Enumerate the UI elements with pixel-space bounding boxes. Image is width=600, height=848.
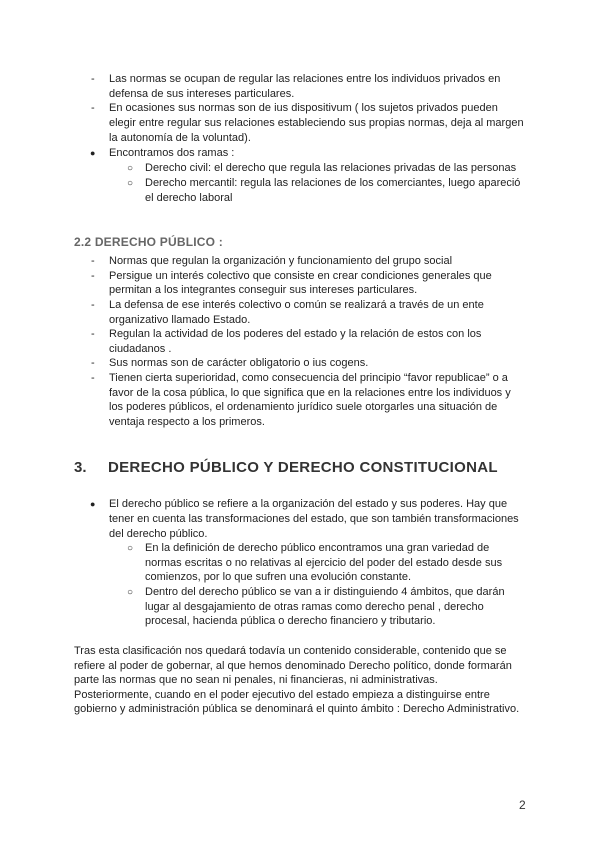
paragraph-line: parte las normas que no sean ni penales, ni financieras, ni administrativas. xyxy=(74,674,438,686)
sub-list-item-line: procesal, hacienda pública o derecho financiero y tributario. xyxy=(145,615,436,627)
list-item-line: Regulan la actividad de los poderes del estado y la relación de estos con los xyxy=(109,328,482,340)
sub-list-item-line: Dentro del derecho público se van a ir distinguiendo 4 ámbitos, que darán xyxy=(145,586,505,598)
list-item-line: Las normas se ocupan de regular las relaciones entre los individuos privados en xyxy=(109,73,501,85)
sub-list-item-line: lugar al desgajamiento de otras ramas como derecho penal , derecho xyxy=(145,601,484,613)
list-marker: - xyxy=(91,102,95,114)
list-item-line: tener en cuenta las transformaciones del estado, que son también transformaciones xyxy=(109,513,519,525)
section-number: 3. xyxy=(74,459,87,476)
list-marker: - xyxy=(91,357,95,369)
sub-list-item-line: el derecho laboral xyxy=(145,192,233,204)
list-marker: - xyxy=(91,372,95,384)
sub-list-marker: ○ xyxy=(127,587,134,598)
sub-list-item-line: En la definición de derecho público encontramos una gran variedad de xyxy=(145,542,490,554)
paragraph-line: gobierno y administración pública se denominará el quinto ámbito : Derecho Administrativo. xyxy=(74,703,520,715)
sub-list-item-line: Derecho mercantil: regula las relaciones de los comerciantes, luego apareció xyxy=(145,177,521,189)
list-item-line: organizativo llamado Estado. xyxy=(109,314,251,326)
list-item-line: El derecho público se refiere a la organización del estado y sus poderes. Hay que xyxy=(109,498,508,510)
sub-list-item-line: normas escritas o no relativas al ejercicio del poder del estado desde sus xyxy=(145,557,503,569)
list-marker: - xyxy=(91,270,95,282)
list-item-line: Persigue un interés colectivo que consiste en crear condiciones generales que xyxy=(109,270,492,282)
sub-list-item-line: comienzos, por lo que sufren una evolución constante. xyxy=(145,571,411,583)
section-heading: DERECHO PÚBLICO Y DERECHO CONSTITUCIONAL xyxy=(108,459,498,476)
sub-list-marker: ○ xyxy=(127,163,134,174)
list-marker: ● xyxy=(90,148,96,158)
list-marker: - xyxy=(91,328,95,340)
list-marker: - xyxy=(91,255,95,267)
sub-list-marker: ○ xyxy=(127,178,134,189)
paragraph-line: Posteriormente, cuando en el poder ejecutivo del estado empieza a distinguirse entre xyxy=(74,689,490,701)
list-item-line: la autonomía de la voluntad). xyxy=(109,132,251,144)
list-item-line: Tienen cierta superioridad, como consecuencia del principio “favor republicae” o a xyxy=(109,372,508,384)
list-item-line: del derecho público. xyxy=(109,528,208,540)
list-item-line: defensa de sus intereses particulares. xyxy=(109,88,295,100)
list-item-line: Normas que regulan la organización y funcionamiento del grupo social xyxy=(109,255,453,267)
list-item-line: ciudadanos . xyxy=(109,343,172,355)
sub-list-marker: ○ xyxy=(127,543,134,554)
list-item-line: Encontramos dos ramas : xyxy=(109,147,235,159)
list-item-line: favor de la cosa pública, lo que significa que en la relaciones entre los individuos y xyxy=(109,387,511,399)
paragraph-line: refiere al poder de gobernar, al que hemos denominado Derecho político, donde formarán xyxy=(74,660,512,672)
list-marker: - xyxy=(91,299,95,311)
list-item-line: elegir entre regular sus relaciones estableciendo sus propias normas, deja al margen xyxy=(109,117,524,129)
list-item-line: ventaja respecto a los primeros. xyxy=(109,416,265,428)
list-item-line: los poderes públicos, el ordenamiento jurídico suele otorgarles una situación de xyxy=(109,401,498,413)
list-marker: - xyxy=(91,73,95,85)
page-number: 2 xyxy=(519,798,526,812)
section-heading: 2.2 DERECHO PÚBLICO : xyxy=(74,235,223,249)
list-item-line: permitan a los integrantes conseguir sus intereses particulares. xyxy=(109,284,418,296)
sub-list-item-line: Derecho civil: el derecho que regula las relaciones privadas de las personas xyxy=(145,162,517,174)
list-item-line: En ocasiones sus normas son de ius dispositivum ( los sujetos privados pueden xyxy=(109,102,498,114)
paragraph-line: Tras esta clasificación nos quedará todavía un contenido considerable, contenido que se xyxy=(74,645,507,657)
list-item-line: La defensa de ese interés colectivo o común se realizará a través de un ente xyxy=(109,299,484,311)
list-item-line: Sus normas son de carácter obligatorio o ius cogens. xyxy=(109,357,369,369)
list-marker: ● xyxy=(90,499,96,509)
